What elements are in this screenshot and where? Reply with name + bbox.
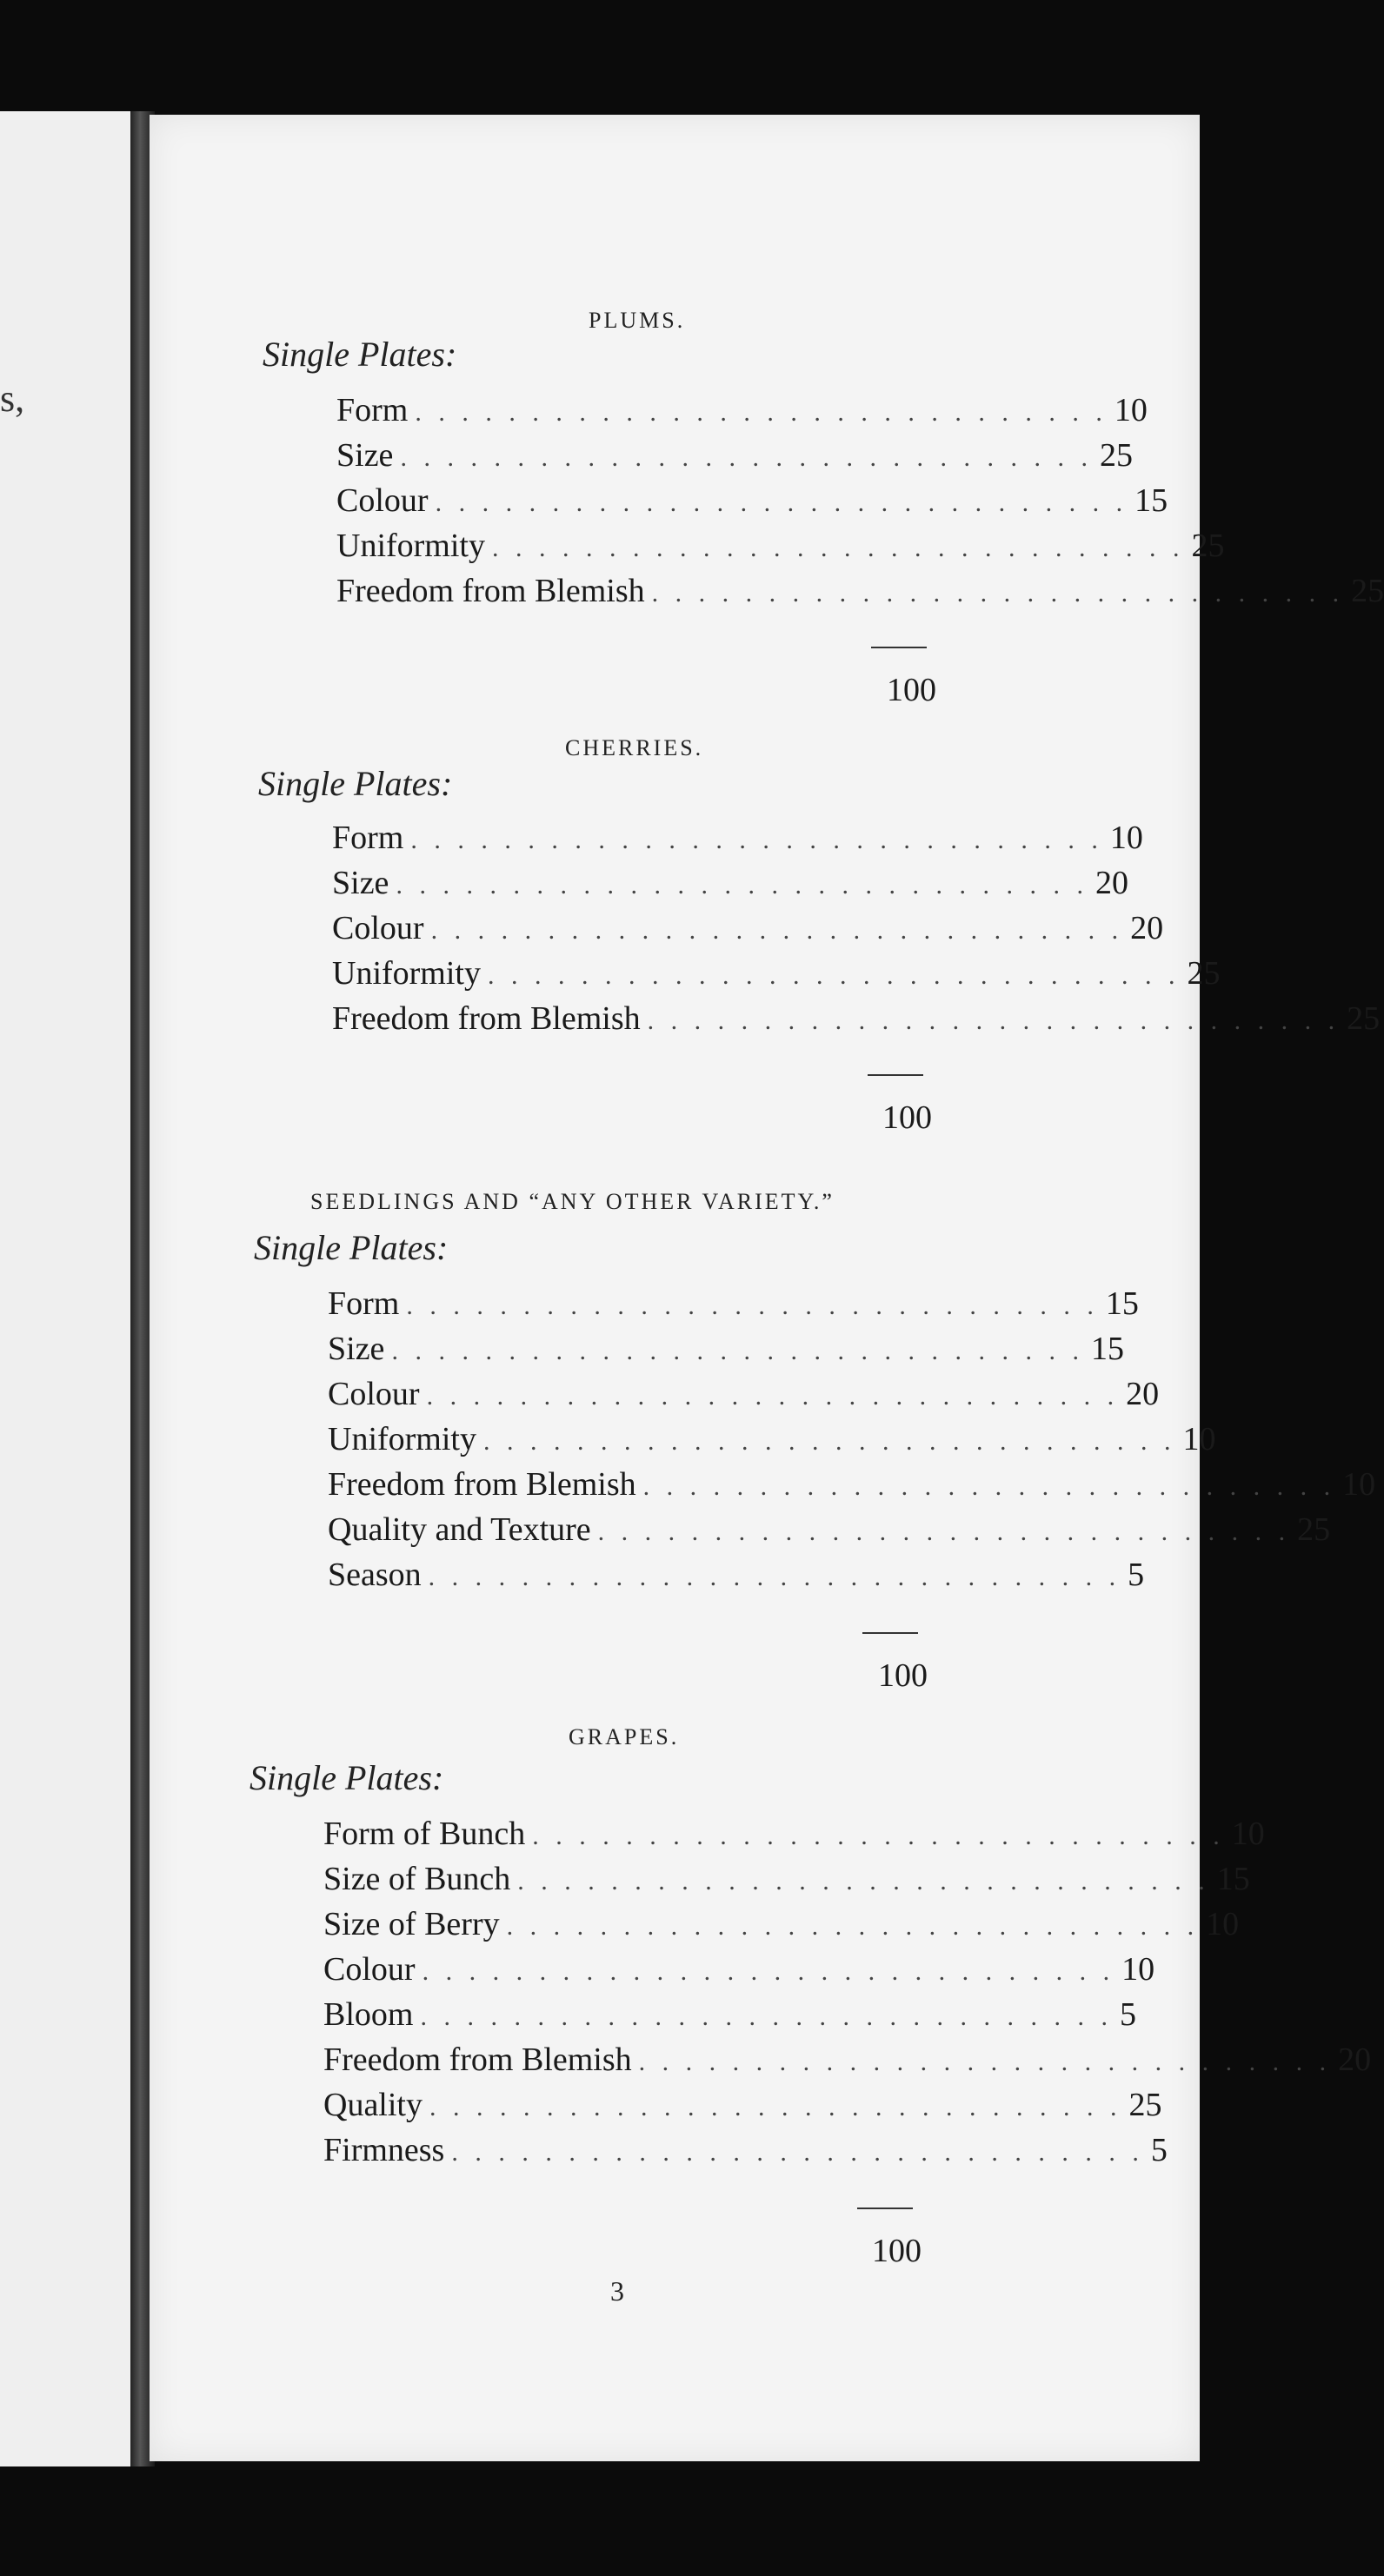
- criterion-label: Quality: [323, 2087, 423, 2123]
- criterion-points: 15: [1134, 482, 1168, 519]
- dot-leader: . . . . . . . . . . . . . . . . . . . . . . . . . . . . . .: [597, 1517, 1291, 1546]
- dot-leader: . . . . . . . . . . . . . . . . . . . . . . . . . . . . . .: [415, 398, 1108, 427]
- score-row: [323, 2041, 1372, 2086]
- criterion-label: Size of Bunch: [323, 1861, 511, 1897]
- dot-leader: . . . . . . . . . . . . . . . . . . . . . . . . . . . . . .: [487, 961, 1181, 990]
- section-title-plums: PLUMS.: [589, 308, 686, 333]
- criterion-label: Colour: [336, 482, 429, 519]
- dot-leader: . . . . . . . . . . . . . . . . . . . . . . . . . . . . . .: [482, 1427, 1176, 1456]
- document-page: [150, 115, 1384, 2461]
- criterion-label: Freedom from Blemish: [323, 2042, 632, 2078]
- criterion-label: Form of Bunch: [323, 1816, 526, 1852]
- criterion-label: Firmness: [323, 2132, 445, 2168]
- score-row: [332, 864, 1128, 909]
- criterion-points: 5: [1128, 1557, 1145, 1593]
- criterion-points: 10: [1342, 1466, 1376, 1503]
- score-row: [332, 999, 1381, 1045]
- score-row: [336, 572, 1384, 617]
- dot-leader: . . . . . . . . . . . . . . . . . . . . . . . . . . . . . .: [647, 1006, 1341, 1035]
- criterion-points: 25: [1128, 2087, 1162, 2123]
- criterion-label: Colour: [328, 1376, 420, 1412]
- criterion-points: 25: [1297, 1511, 1331, 1548]
- dot-leader: . . . . . . . . . . . . . . . . . . . . . . . . . . . . . .: [491, 534, 1185, 562]
- criterion-points: 25: [1347, 1000, 1381, 1037]
- criterion-points: 15: [1090, 1331, 1124, 1367]
- criterion-label: Form: [336, 392, 409, 428]
- criterion-label: Colour: [323, 1951, 416, 1988]
- score-row: [323, 1905, 1240, 1950]
- section-total: 100: [882, 1099, 932, 1136]
- section-subhead: Single Plates:: [263, 335, 457, 374]
- score-row: [332, 954, 1221, 999]
- dot-leader: . . . . . . . . . . . . . . . . . . . . . . . . . . . . . .: [532, 1822, 1225, 1850]
- criterion-label: Season: [328, 1557, 422, 1593]
- score-row: [323, 2086, 1162, 2131]
- criterion-points: 5: [1119, 1996, 1136, 2033]
- criterion-label: Uniformity: [328, 1421, 476, 1457]
- criterion-points: 10: [1206, 1906, 1240, 1942]
- score-row: [323, 1815, 1265, 1860]
- criterion-points: 10: [1109, 820, 1143, 856]
- criterion-label: Size: [336, 437, 394, 474]
- criterion-label: Uniformity: [336, 528, 485, 564]
- criterion-points: 15: [1216, 1861, 1250, 1897]
- dot-leader: . . . . . . . . . . . . . . . . . . . . . . . . . . . . . .: [517, 1867, 1210, 1895]
- section-subhead: Single Plates:: [258, 764, 453, 803]
- dot-leader: . . . . . . . . . . . . . . . . . . . . . . . . . . . . . .: [430, 916, 1124, 945]
- criterion-points: 20: [1095, 865, 1128, 901]
- score-row: [328, 1556, 1145, 1601]
- score-row: [328, 1420, 1216, 1465]
- dot-leader: . . . . . . . . . . . . . . . . . . . . . . . . . . . . . .: [406, 1291, 1099, 1320]
- page-number: 3: [610, 2275, 624, 2307]
- section-total: 100: [872, 2233, 922, 2269]
- dot-leader: . . . . . . . . . . . . . . . . . . . . . . . . . . . . . .: [391, 1337, 1084, 1365]
- criterion-points: 10: [1231, 1816, 1265, 1852]
- criterion-label: Size: [328, 1331, 385, 1367]
- criterion-points: 25: [1191, 528, 1225, 564]
- total-rule: [862, 1632, 918, 1634]
- criterion-label: Freedom from Blemish: [328, 1466, 636, 1503]
- criterion-points: 25: [1187, 955, 1221, 992]
- criterion-points: 5: [1150, 2132, 1168, 2168]
- score-row: [336, 481, 1168, 527]
- dot-leader: . . . . . . . . . . . . . . . . . . . . . . . . . . . . . .: [651, 579, 1345, 607]
- dot-leader: . . . . . . . . . . . . . . . . . . . . . . . . . . . . . .: [420, 2002, 1113, 2031]
- facing-page-text-fragment: s,: [0, 377, 25, 420]
- score-row: [332, 909, 1164, 954]
- section-total: 100: [887, 672, 936, 708]
- dot-leader: . . . . . . . . . . . . . . . . . . . . . . . . . . . . . .: [410, 826, 1103, 854]
- total-rule: [857, 2208, 913, 2209]
- criterion-points: 25: [1099, 437, 1133, 474]
- criterion-points: 10: [1121, 1951, 1155, 1988]
- score-row: [332, 819, 1143, 864]
- score-row: [336, 436, 1133, 481]
- criterion-label: Colour: [332, 910, 424, 946]
- section-title-cherries: CHERRIES.: [565, 735, 704, 760]
- score-row: [328, 1510, 1331, 1556]
- criterion-points: 25: [1351, 573, 1384, 609]
- criterion-label: Bloom: [323, 1996, 414, 2033]
- section-total: 100: [878, 1657, 928, 1694]
- score-row: [328, 1465, 1376, 1510]
- score-row: [328, 1375, 1160, 1420]
- section-subhead: Single Plates:: [250, 1758, 444, 1797]
- criterion-points: 20: [1126, 1376, 1160, 1412]
- total-rule: [868, 1074, 923, 1076]
- dot-leader: . . . . . . . . . . . . . . . . . . . . . . . . . . . . . .: [400, 443, 1093, 472]
- dot-leader: . . . . . . . . . . . . . . . . . . . . . . . . . . . . . .: [422, 1957, 1115, 1986]
- section-subhead: Single Plates:: [254, 1228, 449, 1267]
- score-row: [336, 391, 1148, 436]
- section-title-seedlings: SEEDLINGS AND “ANY OTHER VARIETY.”: [310, 1189, 835, 1214]
- score-row: [328, 1285, 1139, 1330]
- dot-leader: . . . . . . . . . . . . . . . . . . . . . . . . . . . . . .: [426, 1382, 1120, 1411]
- criterion-label: Freedom from Blemish: [332, 1000, 641, 1037]
- score-row: [323, 1995, 1136, 2041]
- dot-leader: . . . . . . . . . . . . . . . . . . . . . . . . . . . . . .: [428, 1563, 1121, 1591]
- facing-page-edge: [0, 111, 146, 2466]
- dot-leader: . . . . . . . . . . . . . . . . . . . . . . . . . . . . . .: [429, 2093, 1122, 2121]
- score-row: [323, 1950, 1155, 1995]
- criterion-points: 15: [1105, 1285, 1139, 1322]
- criterion-label: Form: [328, 1285, 400, 1322]
- criterion-label: Size of Berry: [323, 1906, 500, 1942]
- score-row: [328, 1330, 1124, 1375]
- criterion-label: Uniformity: [332, 955, 481, 992]
- dot-leader: . . . . . . . . . . . . . . . . . . . . . . . . . . . . . .: [506, 1912, 1200, 1941]
- total-rule: [871, 647, 927, 648]
- score-row: [323, 1860, 1250, 1905]
- dot-leader: . . . . . . . . . . . . . . . . . . . . . . . . . . . . . .: [435, 488, 1128, 517]
- criterion-label: Size: [332, 865, 389, 901]
- dot-leader: . . . . . . . . . . . . . . . . . . . . . . . . . . . . . .: [642, 1472, 1336, 1501]
- criterion-points: 20: [1338, 2042, 1372, 2078]
- criterion-points: 20: [1130, 910, 1164, 946]
- score-row: [323, 2131, 1168, 2176]
- score-row: [336, 527, 1225, 572]
- criterion-label: Freedom from Blemish: [336, 573, 645, 609]
- dot-leader: . . . . . . . . . . . . . . . . . . . . . . . . . . . . . .: [396, 871, 1088, 900]
- dot-leader: . . . . . . . . . . . . . . . . . . . . . . . . . . . . . .: [451, 2138, 1144, 2167]
- criterion-points: 10: [1182, 1421, 1216, 1457]
- section-title-grapes: GRAPES.: [569, 1724, 680, 1749]
- criterion-points: 10: [1114, 392, 1148, 428]
- dot-leader: . . . . . . . . . . . . . . . . . . . . . . . . . . . . . .: [638, 2048, 1332, 2076]
- criterion-label: Form: [332, 820, 404, 856]
- criterion-label: Quality and Texture: [328, 1511, 591, 1548]
